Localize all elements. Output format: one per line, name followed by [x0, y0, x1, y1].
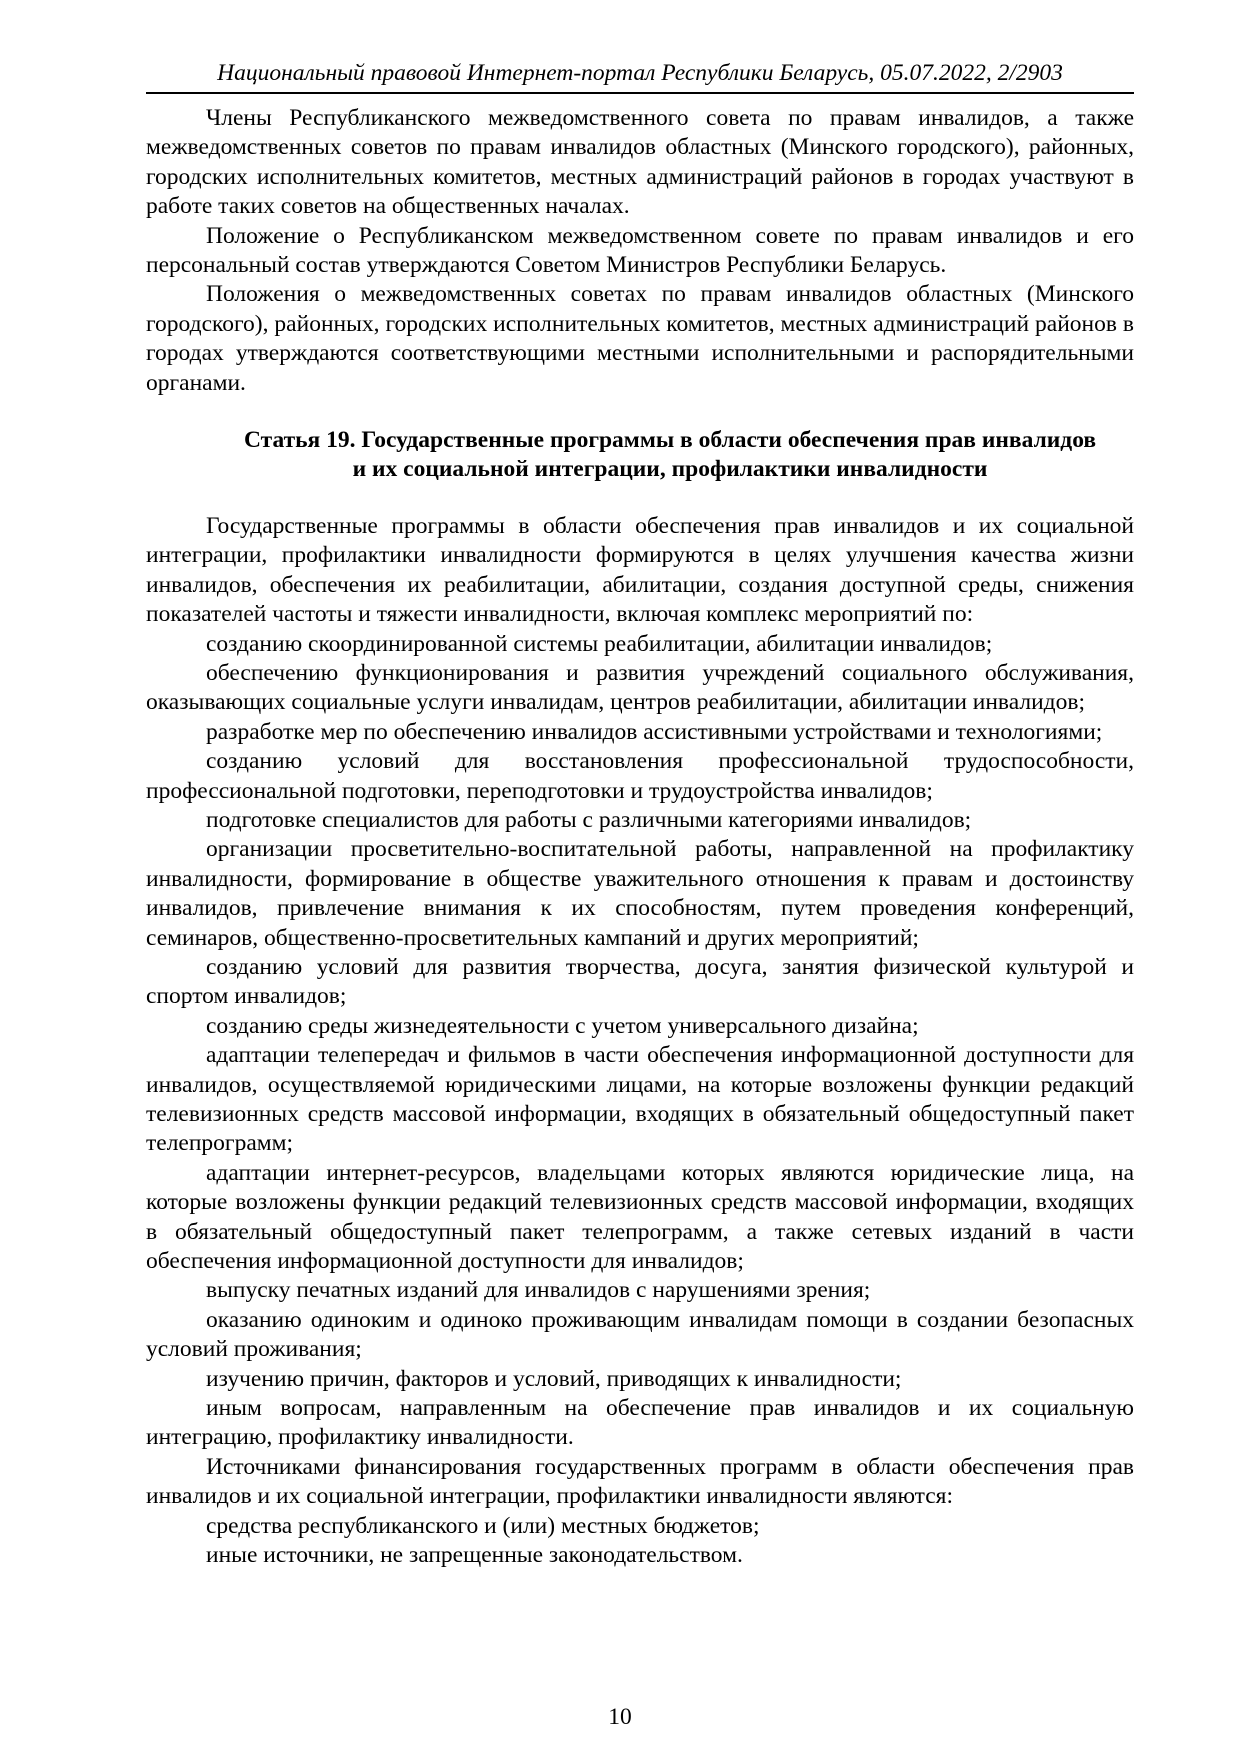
list-item: разработке мер по обеспечению инвалидов ассистивными устройствами и технологиями;: [206, 718, 1103, 745]
article-lead-paragraph: Государственные программы в области обеспечения прав инвалидов и их социальной интеграции, профилактики инвалидности формируются в целях улучшения качества жизни инвалидов, обеспечения их реабилитации, абилитации, создания доступной среды, снижения показателей частоты и тяжести инвалидности, включая комплекс мероприятий по:: [146, 512, 1134, 628]
intro-paragraph: Положения о межведомственных советах по правам инвалидов областных (Минского городского), районных, городских исполнительных комитетов, местных администраций районов в городах утверждаются соответствующими местными исполнительными и распорядительными органами.: [146, 281, 1134, 396]
list-item: созданию условий для развития творчества, досуга, занятия физической культурой и спортом инвалидов;: [146, 953, 1134, 1010]
list-item: созданию скоординированной системы реабилитации, абилитации инвалидов;: [206, 630, 993, 657]
article-title-line: и их социальной интеграции, профилактики инвалидности: [352, 456, 988, 483]
funding-list-item: иные источники, не запрещенные законодательством.: [206, 1542, 743, 1569]
page-header: [146, 58, 1134, 94]
list-item: выпуску печатных изданий для инвалидов с нарушениями зрения;: [206, 1277, 871, 1304]
article-title: [146, 426, 1134, 485]
list-item: изучению причин, факторов и условий, приводящих к инвалидности;: [206, 1365, 902, 1392]
header-text: Национальный правовой Интернет-портал Республики Беларусь, 05.07.2022, 2/2903: [217, 60, 1063, 86]
list-item: созданию условий для восстановления профессиональной трудоспособности, профессиональной подготовки, переподготовки и трудоустройства инвалидов;: [146, 748, 1134, 804]
intro-paragraph: Положение о Республиканском межведомственном совете по правам инвалидов и его персональный состав утверждаются Советом Министров Республики Беларусь.: [146, 222, 1134, 279]
article-title-line: Статья 19. Государственные программы в области обеспечения прав инвалидов: [243, 427, 1097, 454]
funding-paragraph: Источниками финансирования государственных программ в области обеспечения прав инвалидов и их социальной интеграции, профилактики инвалидности являются:: [146, 1453, 1134, 1510]
list-item: иным вопросам, направленным на обеспечение прав инвалидов и их социальную интеграцию, профилактику инвалидности.: [146, 1395, 1134, 1451]
list-item: обеспечению функционирования и развития учреждений социального обслуживания, оказывающих социальные услуги инвалидам, центров реабилитации, абилитации инвалидов;: [146, 659, 1134, 716]
document-body: [146, 104, 1134, 1571]
funding-list-item: средства республиканского и (или) местных бюджетов;: [206, 1512, 760, 1539]
list-item: организации просветительно-воспитательной работы, направленной на профилактику инвалидности, формирование в обществе уважительного отношения к правам и достоинству инвалидов, привлечение внимания к их способностям, путем проведения конференций, семинаров, общественно-просветительных кампаний и других мероприятий;: [146, 836, 1134, 951]
list-item: оказанию одиноким и одиноко проживающим инвалидам помощи в создании безопасных условий проживания;: [146, 1306, 1134, 1363]
list-item: созданию среды жизнедеятельности с учетом универсального дизайна;: [206, 1012, 919, 1039]
intro-paragraph: Члены Республиканского межведомственного совета по правам инвалидов, а также межведомственных советов по правам инвалидов областных (Минского городского), районных, городских исполнительных комитетов, местных администраций районов в городах участвуют в работе таких советов на общественных началах.: [146, 105, 1134, 220]
list-item: адаптации телепередач и фильмов в части обеспечения информационной доступности для инвалидов, осуществляемой юридическими лицами, на которые возложены функции редакций телевизионных средств массовой информации, входящих в обязательный общедоступный пакет телепрограмм;: [146, 1042, 1134, 1157]
list-item: подготовке специалистов для работы с различными категориями инвалидов;: [206, 806, 972, 833]
page-number: 10: [608, 1704, 632, 1730]
list-item: адаптации интернет-ресурсов, владельцами которых являются юридические лица, на которые возложены функции редакций телевизионных средств массовой информации, входящих в обязательный общедоступный пакет телепрограмм, а также сетевых изданий в части обеспечения информационной доступности для инвалидов;: [146, 1159, 1134, 1275]
